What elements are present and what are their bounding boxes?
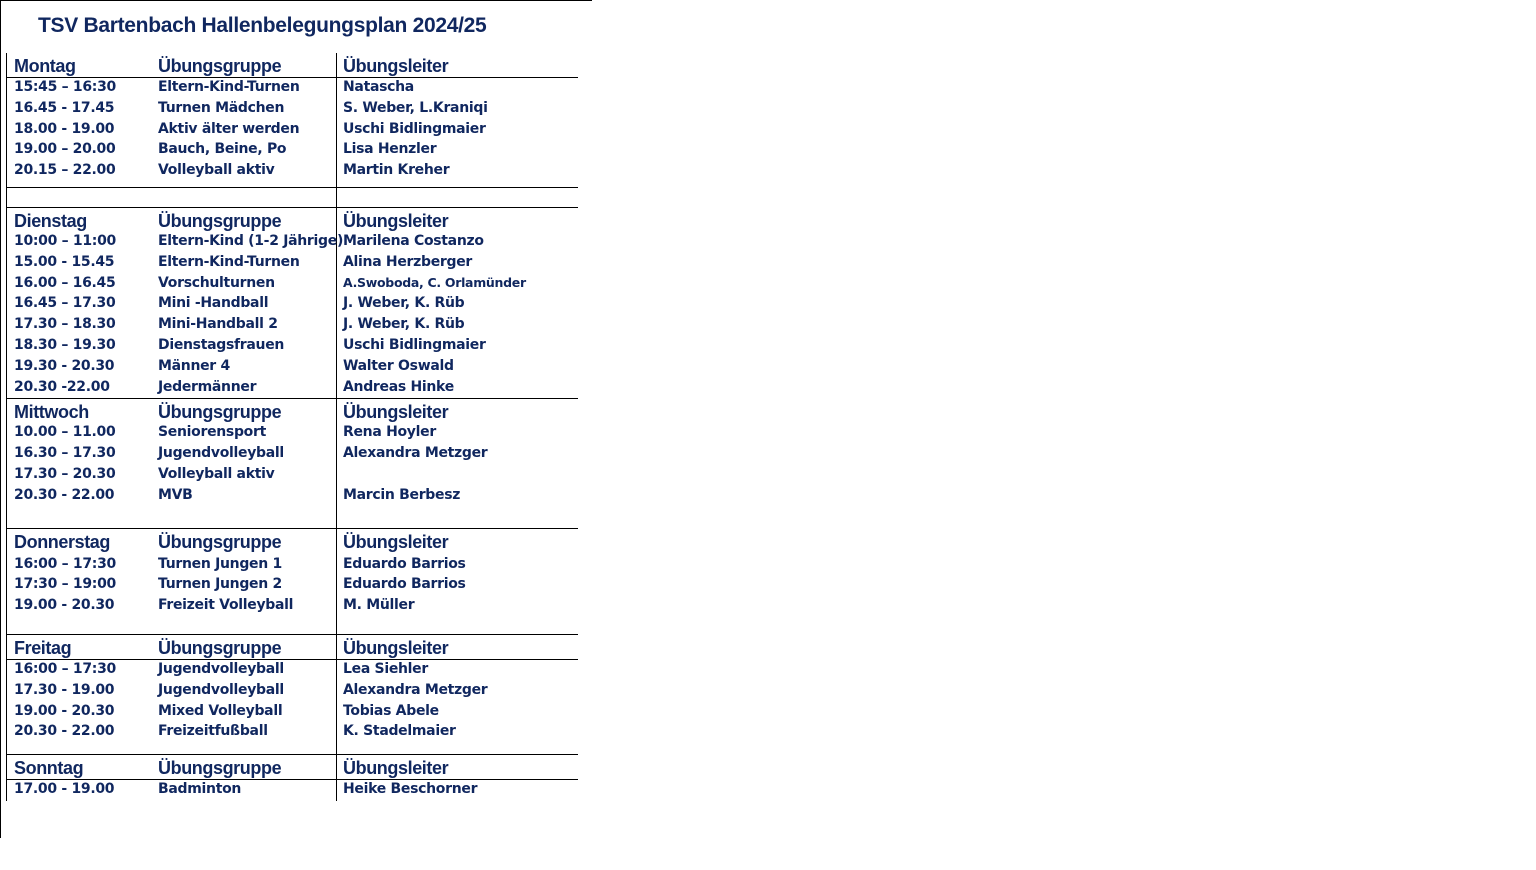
time-cell: 20.30 - 22.00 bbox=[14, 723, 115, 740]
leader-cell: Lisa Henzler bbox=[343, 141, 437, 158]
time-cell: 16.45 - 17.45 bbox=[14, 99, 115, 116]
day-name: Freitag bbox=[14, 637, 72, 658]
time-cell: 15.00 - 15.45 bbox=[14, 253, 115, 270]
group-column-header: Übungsgruppe bbox=[158, 531, 282, 552]
table-row bbox=[6, 78, 578, 99]
leader-cell: Alexandra Metzger bbox=[343, 445, 488, 462]
table-row bbox=[6, 161, 578, 182]
group-cell: Eltern-Kind-Turnen bbox=[158, 253, 300, 270]
leader-cell: Uschi Bidlingmaier bbox=[343, 336, 486, 353]
table-row bbox=[6, 596, 578, 617]
day-header-montag bbox=[6, 53, 578, 78]
group-cell: Eltern-Kind (1-2 Jährige) bbox=[158, 232, 344, 249]
leader-column-header: Übungsleiter bbox=[343, 637, 449, 658]
empty-row bbox=[6, 188, 578, 208]
day-name: Mittwoch bbox=[14, 402, 89, 423]
day-header-sonntag bbox=[6, 755, 578, 780]
table-row bbox=[6, 444, 578, 465]
time-cell: 10:00 – 11:00 bbox=[14, 232, 116, 249]
leader-column-header: Übungsleiter bbox=[343, 758, 449, 779]
time-cell: 16.30 – 17.30 bbox=[14, 445, 116, 462]
time-cell: 19.00 – 20.00 bbox=[14, 141, 116, 158]
group-cell: Jugendvolleyball bbox=[158, 660, 284, 677]
day-header-mittwoch bbox=[6, 399, 578, 423]
empty-row bbox=[6, 617, 578, 634]
group-cell: Turnen Mädchen bbox=[158, 99, 285, 116]
group-column-header: Übungsgruppe bbox=[158, 210, 282, 231]
table-row bbox=[6, 294, 578, 315]
leader-cell: S. Weber, L.Kraniqi bbox=[343, 99, 488, 116]
time-cell: 20.30 - 22.00 bbox=[14, 486, 115, 503]
group-cell: Mini -Handball bbox=[158, 295, 269, 312]
day-section-donnerstag bbox=[6, 529, 578, 635]
time-cell: 17:30 – 19:00 bbox=[14, 576, 116, 593]
table-row bbox=[6, 555, 578, 576]
frame-left-line bbox=[0, 0, 1, 838]
time-cell: 19.30 - 20.30 bbox=[14, 357, 115, 374]
group-cell: Volleyball aktiv bbox=[158, 465, 275, 482]
time-cell: 16:00 – 17:30 bbox=[14, 660, 116, 677]
leader-column-header: Übungsleiter bbox=[343, 56, 449, 76]
schedule-table bbox=[6, 53, 578, 801]
time-cell: 17.30 – 18.30 bbox=[14, 316, 116, 333]
day-section-mittwoch bbox=[6, 399, 578, 528]
day-section-montag bbox=[6, 53, 578, 208]
leader-cell: Walter Oswald bbox=[343, 357, 454, 374]
table-row bbox=[6, 465, 578, 486]
group-cell: Seniorensport bbox=[158, 424, 266, 441]
leader-cell: Alexandra Metzger bbox=[343, 681, 488, 698]
time-cell: 19.00 - 20.30 bbox=[14, 702, 115, 719]
group-column-header: Übungsgruppe bbox=[158, 758, 282, 779]
group-cell: Turnen Jungen 2 bbox=[158, 576, 282, 593]
table-row bbox=[6, 140, 578, 161]
day-name: Donnerstag bbox=[14, 531, 111, 552]
page-title: TSV Bartenbach Hallenbelegungsplan 2024/25 bbox=[38, 14, 487, 37]
group-cell: Jugendvolleyball bbox=[158, 445, 284, 462]
day-header-dienstag bbox=[6, 208, 578, 232]
time-cell: 19.00 - 20.30 bbox=[14, 597, 115, 614]
group-cell: Mixed Volleyball bbox=[158, 702, 283, 719]
time-cell: 20.30 -22.00 bbox=[14, 378, 110, 395]
leader-cell: Uschi Bidlingmaier bbox=[343, 120, 486, 137]
leader-cell: A.Swoboda, C. Orlamünder bbox=[343, 274, 526, 290]
day-name: Montag bbox=[14, 56, 76, 76]
group-cell: MVB bbox=[158, 486, 193, 503]
time-cell: 16:00 – 17:30 bbox=[14, 555, 116, 572]
time-cell: 17.30 – 20.30 bbox=[14, 465, 116, 482]
leader-cell: Martin Kreher bbox=[343, 162, 450, 179]
table-row bbox=[6, 274, 578, 295]
table-row bbox=[6, 378, 578, 399]
day-section-dienstag bbox=[6, 208, 578, 399]
leader-cell: Heike Beschorner bbox=[343, 781, 478, 798]
table-row bbox=[6, 681, 578, 702]
time-cell: 20.15 – 22.00 bbox=[14, 162, 116, 179]
leader-cell: Natascha bbox=[343, 79, 414, 95]
table-row bbox=[6, 99, 578, 120]
time-cell: 17.00 - 19.00 bbox=[14, 781, 115, 798]
group-cell: Mini-Handball 2 bbox=[158, 316, 278, 333]
group-cell: Vorschulturnen bbox=[158, 274, 275, 291]
leader-cell: K. Stadelmaier bbox=[343, 723, 456, 740]
leader-cell: Eduardo Barrios bbox=[343, 576, 466, 593]
leader-cell: Andreas Hinke bbox=[343, 378, 454, 395]
time-cell: 17.30 - 19.00 bbox=[14, 681, 115, 698]
day-name: Dienstag bbox=[14, 210, 87, 231]
leader-cell: Lea Siehler bbox=[343, 660, 428, 677]
group-cell: Turnen Jungen 1 bbox=[158, 555, 282, 572]
group-cell: Freizeitfußball bbox=[158, 723, 268, 740]
group-column-header: Übungsgruppe bbox=[158, 637, 282, 658]
leader-cell: Alina Herzberger bbox=[343, 253, 473, 270]
table-row bbox=[6, 253, 578, 274]
group-column-header: Übungsgruppe bbox=[158, 402, 282, 423]
table-row bbox=[6, 120, 578, 141]
day-section-freitag bbox=[6, 635, 578, 755]
leader-cell: Marilena Costanzo bbox=[343, 232, 484, 249]
table-row bbox=[6, 423, 578, 444]
time-cell: 18.30 – 19.30 bbox=[14, 336, 116, 353]
frame-top-line bbox=[0, 0, 592, 1]
table-row bbox=[6, 660, 578, 681]
time-cell: 16.45 – 17.30 bbox=[14, 295, 116, 312]
table-row bbox=[6, 232, 578, 253]
leader-column-header: Übungsleiter bbox=[343, 402, 449, 423]
time-cell: 18.00 - 19.00 bbox=[14, 120, 115, 137]
leader-cell: M. Müller bbox=[343, 597, 415, 614]
leader-cell: J. Weber, K. Rüb bbox=[343, 295, 465, 312]
table-row bbox=[6, 780, 578, 801]
leader-cell: Tobias Abele bbox=[343, 702, 439, 719]
day-section-sonntag bbox=[6, 755, 578, 801]
day-header-donnerstag bbox=[6, 529, 578, 555]
time-cell: 10.00 – 11.00 bbox=[14, 424, 116, 441]
leader-cell: J. Weber, K. Rüb bbox=[343, 316, 465, 333]
group-cell: Eltern-Kind-Turnen bbox=[158, 79, 300, 95]
group-cell: Dienstagsfrauen bbox=[158, 336, 285, 353]
table-row bbox=[6, 315, 578, 336]
group-cell: Volleyball aktiv bbox=[158, 162, 275, 179]
group-cell: Bauch, Beine, Po bbox=[158, 141, 287, 158]
leader-cell: Eduardo Barrios bbox=[343, 555, 466, 572]
leader-column-header: Übungsleiter bbox=[343, 531, 449, 552]
leader-cell: Marcin Berbesz bbox=[343, 486, 461, 503]
group-cell: Jugendvolleyball bbox=[158, 681, 284, 698]
empty-row bbox=[6, 507, 578, 528]
time-cell: 15:45 – 16:30 bbox=[14, 79, 116, 95]
group-cell: Badminton bbox=[158, 781, 242, 798]
group-cell: Aktiv älter werden bbox=[158, 120, 300, 137]
table-row bbox=[6, 357, 578, 378]
day-header-freitag bbox=[6, 635, 578, 660]
day-name: Sonntag bbox=[14, 758, 84, 779]
time-cell: 16.00 – 16.45 bbox=[14, 274, 116, 291]
table-row bbox=[6, 336, 578, 357]
table-row bbox=[6, 702, 578, 723]
table-row bbox=[6, 722, 578, 743]
group-cell: Jedermänner bbox=[158, 378, 257, 395]
group-column-header: Übungsgruppe bbox=[158, 56, 282, 76]
group-cell: Männer 4 bbox=[158, 357, 230, 374]
leader-cell: Rena Hoyler bbox=[343, 424, 436, 441]
table-row bbox=[6, 575, 578, 596]
table-row bbox=[6, 486, 578, 507]
group-cell: Freizeit Volleyball bbox=[158, 597, 294, 614]
empty-row bbox=[6, 743, 578, 754]
leader-column-header: Übungsleiter bbox=[343, 210, 449, 231]
